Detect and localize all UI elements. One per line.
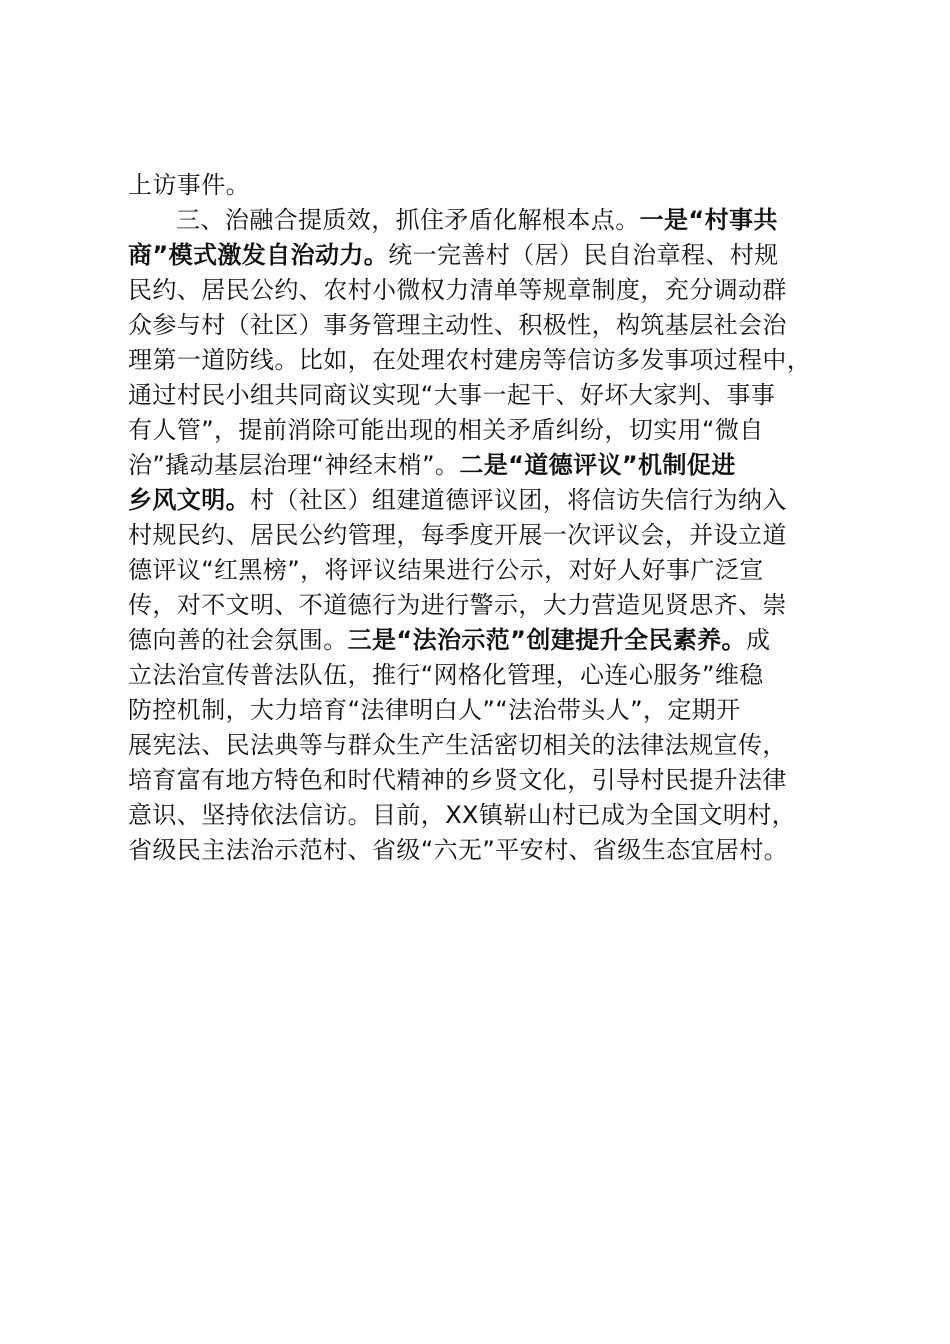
text-segment: 三、治融合提质效，抓住矛盾化解根本点。 [176, 206, 640, 234]
text-segment: 治”撬动基层治理“神经末梢”。 [128, 451, 460, 479]
text-line [128, 483, 838, 518]
text-line [128, 273, 838, 308]
text-segment: 意识、坚持依法信访。目前，XX镇崭山村已成为全国文明村， [128, 801, 797, 829]
text-line [128, 518, 838, 553]
text-line [128, 658, 838, 693]
bold-text-segment: 三是“法治示范”创建提升全民素养。 [347, 626, 746, 654]
text-segment: 省级民主法治示范村、省级“六无”平安村、省级生态宜居村。 [128, 836, 789, 864]
text-line [128, 448, 838, 483]
text-line [128, 308, 838, 343]
bold-text-segment: 乡风文明。 [128, 486, 250, 514]
text-line [128, 343, 838, 378]
text-line [128, 378, 838, 413]
text-line [128, 833, 838, 868]
text-segment: 理第一道防线。比如，在处理农村建房等信访多发事项过程中， [128, 346, 812, 374]
text-segment: 众参与村（社区）事务管理主动性、积极性，构筑基层社会治 [128, 311, 787, 339]
text-segment: 通过村民小组共同商议实现“大事一起干、好坏大家判、事事 [128, 381, 776, 409]
text-line [128, 238, 838, 273]
text-segment: 培育富有地方特色和时代精神的乡贤文化，引导村民提升法律 [128, 766, 787, 794]
text-segment: 有人管”，提前消除可能出现的相关矛盾纠纷，切实用“微自 [128, 416, 764, 444]
text-line [128, 693, 838, 728]
text-segment: 上访事件。 [128, 171, 250, 199]
text-line [128, 203, 838, 238]
text-segment: 村规民约、居民公约管理，每季度开展一次评议会，并设立道 [128, 521, 787, 549]
text-segment: 展宪法、民法典等与群众生产生活密切相关的法律法规宣传， [128, 731, 787, 759]
bold-text-segment: 商”模式激发自治动力。 [128, 241, 389, 269]
text-line [128, 413, 838, 448]
bold-text-segment: 二是“道德评议”机制促进 [459, 451, 736, 479]
text-line [128, 798, 838, 833]
text-segment: 村（社区）组建道德评议团，将信访失信行为纳入 [250, 486, 787, 514]
text-segment: 德向善的社会氛围。 [128, 626, 348, 654]
text-segment: 成 [745, 626, 771, 654]
text-segment: 统一完善村（居）民自治章程、村规 [388, 241, 779, 269]
text-line [128, 168, 838, 203]
bold-text-segment: 一是“村事共 [639, 206, 778, 234]
text-segment: 德评议“红黑榜”，将评议结果进行公示，对好人好事广泛宣 [128, 556, 764, 584]
text-segment: 立法治宣传普法队伍，推行“网格化管理，心连心服务”维稳 [128, 661, 764, 689]
text-line [128, 553, 838, 588]
body-paragraph [128, 168, 838, 868]
text-segment: 民约、居民公约、农村小微权力清单等规章制度，充分调动群 [128, 276, 787, 304]
text-line [128, 623, 838, 658]
text-segment: 防控机制，大力培育“法律明白人”“法治带头人”，定期开 [128, 696, 741, 724]
text-line [128, 588, 838, 623]
text-line [128, 728, 838, 763]
text-segment: 传，对不文明、不道德行为进行警示，大力营造见贤思齐、崇 [128, 591, 787, 619]
text-line [128, 763, 838, 798]
